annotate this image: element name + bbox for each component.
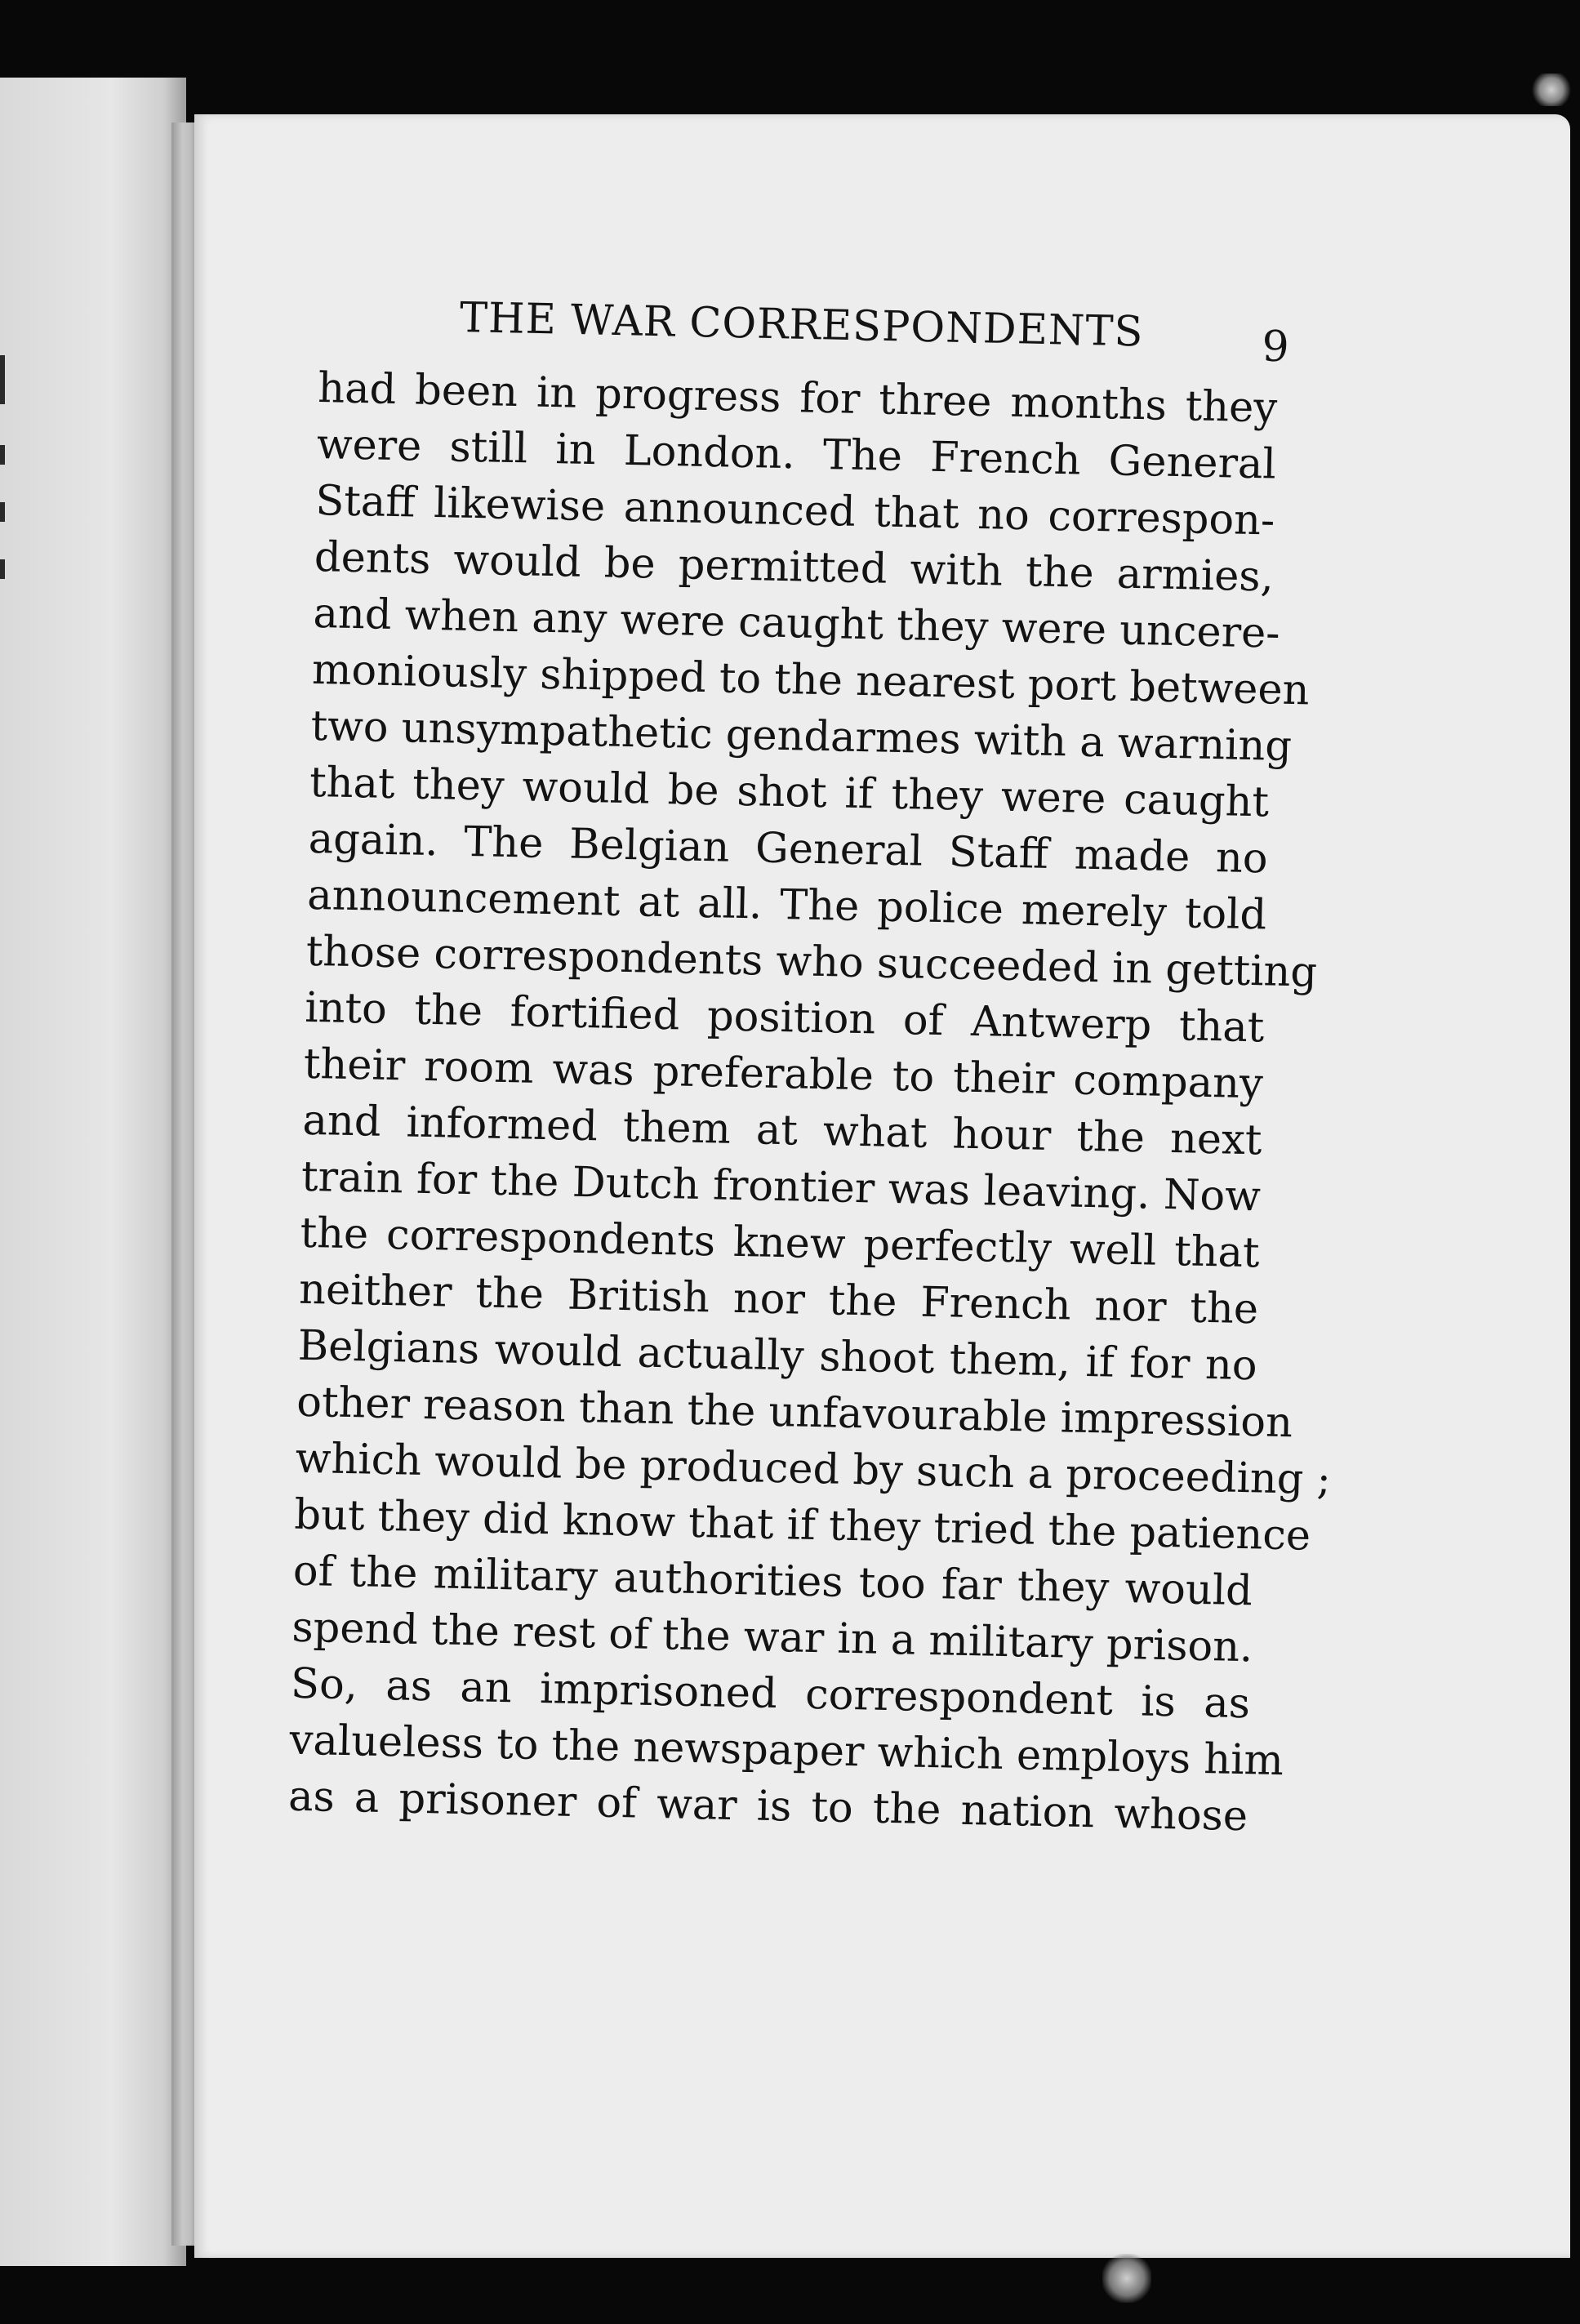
text-line: train for the Dutch frontier was leaving. Now [300, 1152, 1262, 1222]
text-line: Belgians would actually shoot them, if for no [297, 1321, 1258, 1391]
text-line: Staff likewise announced that no correspon- [314, 476, 1275, 545]
text-line: the correspondents knew perfectly well that [300, 1209, 1261, 1278]
text-line: their room was preferable to their company [303, 1040, 1264, 1109]
text-line: were still in London. The French General [316, 420, 1277, 489]
text-line: into the fortified position of Antwerp that [304, 983, 1265, 1053]
text-line: two unsympathetic gendarmes with a warning [310, 701, 1293, 772]
facing-page-edge [0, 78, 186, 2266]
text-line: had been in progress for three months they [317, 363, 1278, 433]
page-edge-mark [0, 355, 5, 404]
text-line: and informed them at what hour the next [301, 1096, 1262, 1165]
page-number: 9 [1261, 322, 1290, 372]
text-line: and when any were caught they were uncere- [312, 589, 1281, 658]
text-line: spend the rest of the war in a military prison. [291, 1603, 1253, 1672]
scan-artifact [1531, 73, 1572, 106]
text-line: of the military authorities too far they would [292, 1547, 1253, 1616]
text-line: neither the British nor the French nor the [298, 1265, 1259, 1334]
body-text [287, 363, 1332, 1877]
text-line: dents would be permitted with the armies, [314, 532, 1275, 602]
text-line: those correspondents who succeeded in getting [305, 927, 1318, 997]
text-line: valueless to the newspaper which employs him [289, 1716, 1284, 1786]
page-edge-mark [0, 559, 5, 579]
text-line: that they would be shot if they were caught [309, 758, 1270, 827]
text-line: which would be produced by such a proceeding ; [295, 1434, 1332, 1505]
text-line: announcement at all. The police merely told [306, 870, 1267, 940]
page-edge-mark [0, 445, 5, 465]
scan-artifact [1102, 2254, 1151, 2303]
text-line: but they did know that if they tried the patience [293, 1490, 1311, 1560]
text-line: So, as an imprisoned correspondent is as [290, 1659, 1251, 1729]
text-line: moniously shipped to the nearest port between [311, 645, 1311, 715]
text-line: other reason than the unfavourable impression [296, 1378, 1293, 1448]
page-edge-mark [0, 502, 5, 522]
text-line: again. The Belgian General Staff made no [308, 814, 1269, 884]
text-line: as a prisoner of war is to the nation whose [287, 1772, 1248, 1841]
running-head-title: THE WAR CORRESPONDENTS [459, 294, 1145, 357]
